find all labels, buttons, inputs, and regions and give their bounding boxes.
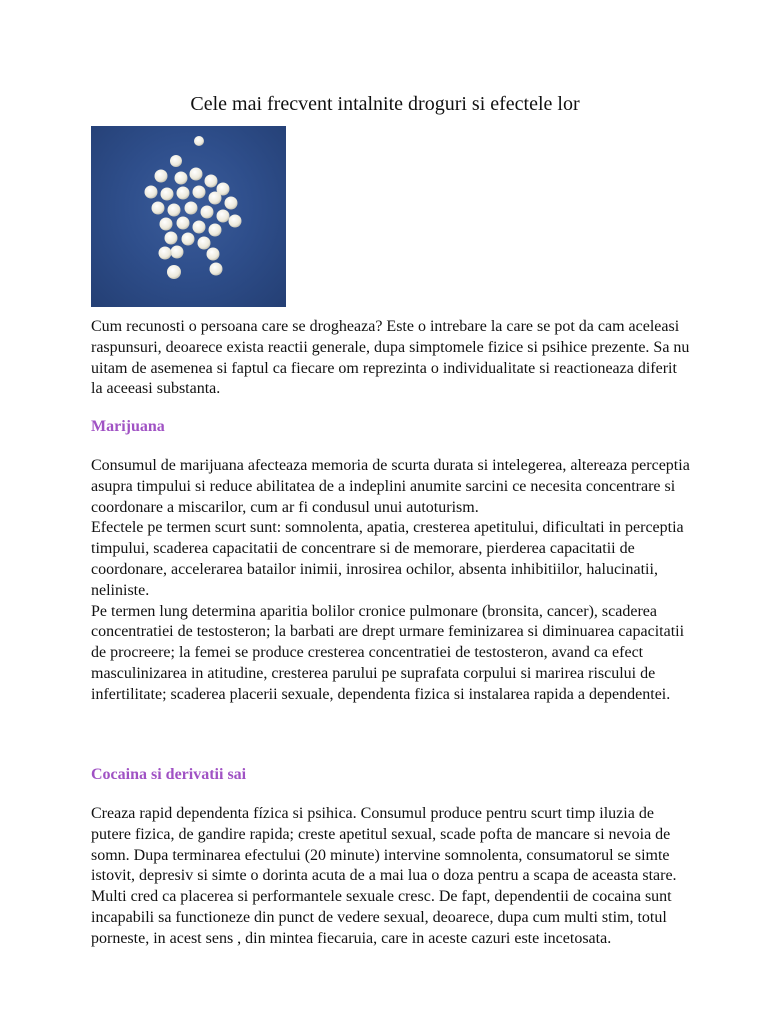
- pills-illustration: [91, 126, 286, 307]
- intro-paragraph: Cum recunosti o persoana care se drogheaza? Este o intrebare la care se pot da cam aceleasi raspunsuri, deoarece exista reactii generale, dupa simptomele fizice si psihice prezente. Sa nu uitam de asemenea si faptul ca fiecare om reprezinta o individualitate si reactioneaza diferit la aceeasi substanta.: [91, 318, 690, 398]
- document-title: Cele mai frecvent intalnite droguri si efectele lor: [190, 93, 580, 115]
- section-heading-marijuana: Marijuana: [91, 418, 165, 435]
- marijuana-paragraph-1: Consumul de marijuana afecteaza memoria de scurta durata si intelegerea, altereaza perceptia asupra timpului si reduce abilitatea de a indeplini anumite sarcini ce necesita concentrare si coordonare a miscarilor, cum ar fi condusul unui autoturism.: [91, 457, 690, 516]
- marijuana-section-body: [91, 456, 691, 706]
- cocaina-paragraph-1: Creaza rapid dependenta fízica si psihica. Consumul produce pentru scurt timp iluzia de putere fizica, de gandire rapida; creste apetitul sexual, scade pofta de mancare si nevoia de somn. Dupa terminarea efectului (20 minute) intervine somnolenta, consumatorul se simte istovit, depresiv si simte o dorinta acuta de a mai lua o doza pentru a scapa de aceasta stare. Multi cred ca placerea si performantele sexuale cresc. De fapt, dependentii de cocaina sunt incapabili sa functioneze din punct de vedere sexual, deoarece, dupa cum multi stim, totul porneste, in acest sens , din mintea fiecaruia, care in aceste cazuri este incetosata.: [91, 805, 677, 947]
- marijuana-paragraph-2: Efectele pe termen scurt sunt: somnolenta, apatia, cresterea apetitului, dificultati in perceptia timpului, scaderea capacitatii de concentrare si de memorare, pierderea capacitatii de coordonare, accelerarea batailor inimii, inrosirea ochilor, absenta inhibitiilor, halucinatii, neliniste.: [91, 519, 684, 599]
- section-heading-cocaina: Cocaina si derivatii sai: [91, 766, 247, 783]
- pills-photo: [91, 126, 286, 307]
- marijuana-paragraph-3: Pe termen lung determina aparitia bolilor cronice pulmonare (bronsita, cancer), scaderea concentratiei de testosteron; la barbati are drept urmare feminizarea si diminuarea capacitatii de procreere; la femei se produce cresterea concentratiei de testosteron, avand ca efect masculinizarea in atitudine, cresterea parului pe suprafata corpului si marirea riscului de infertilitate; scaderea placerii sexuale, dependenta fizica si instalarea rapida a dependentei.: [91, 602, 685, 703]
